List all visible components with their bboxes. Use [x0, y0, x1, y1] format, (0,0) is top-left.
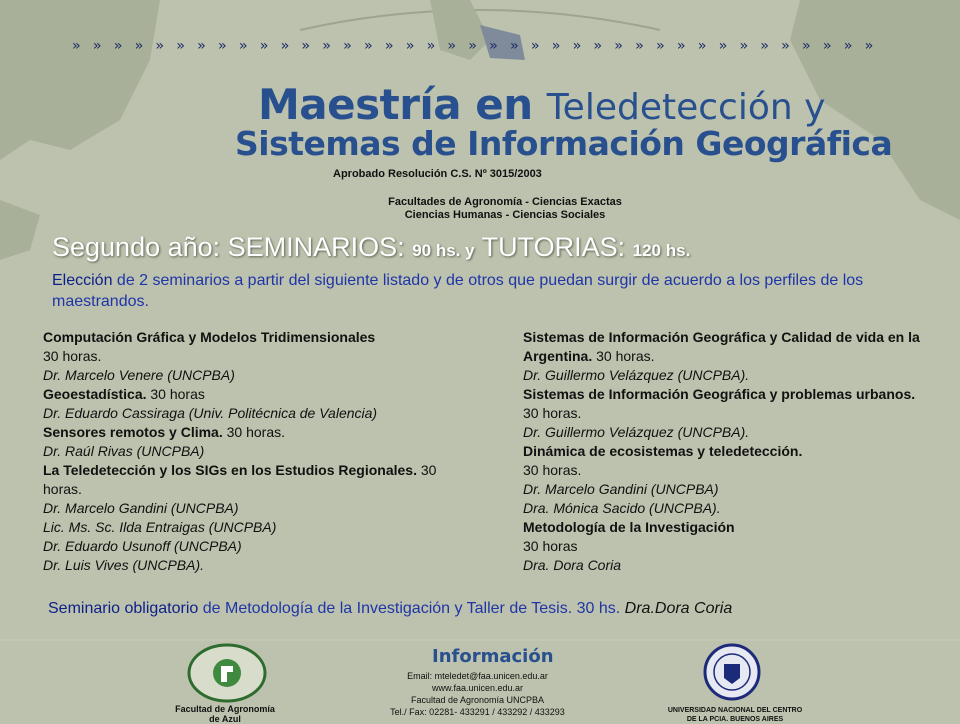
- heading-seminarios: Segundo año: SEMINARIOS:: [52, 232, 405, 262]
- mandatory-text: de Metodología de la Investigación y Taller de Tesis. 30 hs.: [198, 600, 625, 617]
- seminar-title: Geoestadística.: [43, 386, 147, 402]
- seminar-docent: Dr. Luis Vives (UNCPBA).: [43, 557, 205, 573]
- seminar-hours: 30 horas.: [523, 462, 582, 478]
- mandatory-docent: Dra.Dora Coria: [624, 600, 733, 617]
- approval-resolution: Aprobado Resolución C.S. Nº 3015/2003: [333, 168, 542, 180]
- intro-text: de 2 seminarios a partir del siguiente listado y de otros que puedan surgir de acuerdo a los perfiles de los maestrandos.: [52, 272, 864, 310]
- contact-faculty: Facultad de Agronomía UNCPBA: [410, 695, 545, 705]
- seminar-title: Sistemas de Información Geográfica y Calidad de vida en la Argentina.: [523, 329, 920, 364]
- seminar-docent: Dr. Raúl Rivas (UNCPBA): [43, 443, 205, 459]
- seminar-title: Metodología de la Investigación: [523, 519, 735, 535]
- seminar-docent: Dr. Eduardo Usunoff (UNCPBA): [43, 538, 242, 554]
- seminar-list-left: [43, 328, 463, 575]
- seminar-list-right: [523, 328, 923, 575]
- seminar-docent: Dr. Marcelo Gandini (UNCPBA): [523, 481, 719, 497]
- seminar-title: Sensores remotos y Clima.: [43, 424, 223, 440]
- faculties-line-1: Facultades de Agronomía - Ciencias Exactas: [388, 196, 622, 208]
- seminar-title: Sistemas de Información Geográfica y problemas urbanos.: [523, 386, 916, 402]
- seminar-docent: Dr. Guillermo Velázquez (UNCPBA).: [523, 367, 750, 383]
- seminar-hours: 30 horas: [146, 386, 205, 402]
- program-title: [258, 80, 825, 129]
- seminar-docent: Dr. Eduardo Cassiraga (Univ. Politécnica de Valencia): [43, 405, 378, 421]
- faculties-line-2: Ciencias Humanas - Ciencias Sociales: [404, 209, 606, 221]
- seminar-hours: 30 horas.: [222, 424, 286, 440]
- faculties-list: [328, 196, 682, 222]
- contact-web[interactable]: www.faa.unicen.edu.ar: [431, 683, 524, 693]
- seminar-docent: Dra. Dora Coria: [523, 557, 622, 573]
- caption-line: DE LA PCIA. BUENOS AIRES: [686, 716, 784, 723]
- title-main: Maestría en: [258, 80, 533, 129]
- seminar-hours: 30 horas.: [43, 462, 437, 497]
- seminar-title: Dinámica de ecosistemas y teledetección.: [523, 443, 803, 459]
- seminar-docent: Dr. Guillermo Velázquez (UNCPBA).: [523, 424, 750, 440]
- mandatory-label: Seminario obligatorio: [48, 600, 199, 617]
- faculty-logo-icon: [182, 642, 272, 704]
- program-title-line2: Sistemas de Información Geográfica: [235, 124, 893, 163]
- caption-line: de Azul: [209, 714, 241, 724]
- seminar-docent: Lic. Ms. Sc. Ilda Entraigas (UNCPBA): [43, 519, 277, 535]
- seminar-title: La Teledetección y los SIGs en los Estudios Regionales.: [43, 462, 417, 478]
- seminar-docent: Dra. Mónica Sacido (UNCPBA).: [523, 500, 721, 516]
- caption-line: Facultad de Agronomía: [175, 704, 275, 714]
- intro-bold: Elección: [52, 272, 113, 289]
- contact-info: [360, 670, 595, 718]
- university-seal-icon: [694, 642, 770, 702]
- seminar-docent: Dr. Marcelo Gandini (UNCPBA): [43, 500, 239, 516]
- faculty-logo-caption: [150, 704, 300, 724]
- intro-paragraph: [52, 270, 902, 312]
- heading-tutorias-hours: 120 hs.: [632, 241, 691, 260]
- heading-tutorias: TUTORIAS:: [481, 232, 626, 262]
- decorative-dots: » » » » » » » » » » » » » » » » » » » » » » » » » » » » » » » » » » » » » » »: [72, 38, 876, 54]
- seminar-hours: 30 horas: [523, 538, 578, 554]
- caption-line: UNIVERSIDAD NACIONAL DEL CENTRO: [667, 707, 803, 714]
- title-sub: Teledetección y: [546, 87, 826, 128]
- info-title: Información: [432, 646, 554, 667]
- seminar-docent: Dr. Marcelo Venere (UNCPBA): [43, 367, 235, 383]
- contact-phone: Tel./ Fax: 02281- 433291 / 433292 / 433293: [390, 707, 565, 717]
- mandatory-seminar: [48, 600, 928, 618]
- heading-seminarios-hours: 90 hs. y: [412, 241, 475, 260]
- seminar-hours: 30 horas.: [592, 348, 655, 364]
- seminar-hours: 30 horas.: [43, 348, 102, 364]
- contact-email[interactable]: Email: mteledet@faa.unicen.edu.ar: [407, 671, 548, 681]
- seminar-hours: 30 horas.: [523, 405, 582, 421]
- university-seal-caption: [640, 706, 830, 724]
- footer: [0, 632, 960, 724]
- seminar-title: Computación Gráfica y Modelos Tridimensionales: [43, 329, 376, 345]
- section-heading: [52, 232, 690, 263]
